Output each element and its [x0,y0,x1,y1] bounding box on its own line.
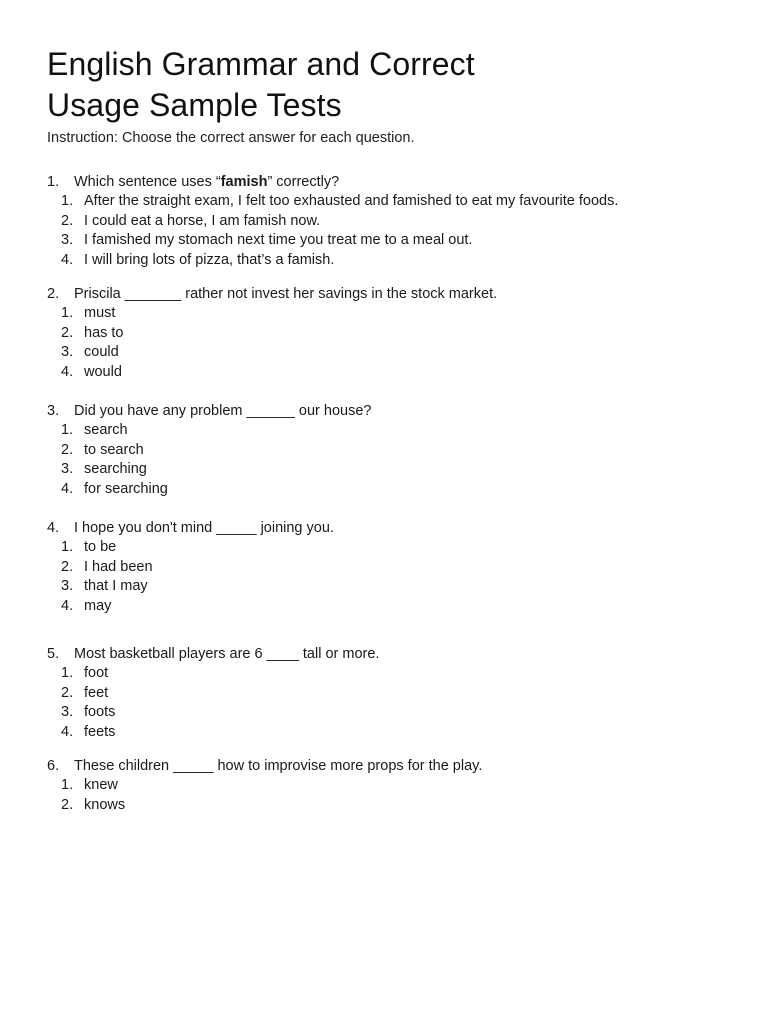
answer-option[interactable] [47,324,747,344]
question-5 [47,644,747,743]
answer-options [47,776,747,815]
answer-option[interactable] [47,480,747,500]
option-number: 1. [61,777,74,793]
option-text: After the straight exam, I felt too exhausted and famished to eat my favourite foods. [84,193,619,209]
option-number: 2. [61,558,74,575]
option-number: 1. [61,665,74,681]
option-number: 1. [61,422,74,438]
option-number: 4. [61,724,74,741]
answer-option[interactable] [47,304,747,324]
answer-option[interactable] [47,212,747,232]
answer-option[interactable] [47,421,747,441]
answer-option[interactable] [47,343,747,363]
question-text: I hope you don't mind _____ joining you. [74,520,334,536]
option-number: 3. [61,578,74,595]
question-number: 2. [47,286,60,302]
question-text: Priscila _______ rather not invest her savings in the stock market. [74,286,498,302]
option-text: foot [84,665,109,681]
option-text: knows [84,796,126,813]
answer-option[interactable] [47,577,747,597]
answer-option[interactable] [47,684,747,704]
question-stem [47,518,747,538]
option-number: 2. [61,212,74,229]
answer-option[interactable] [47,597,747,617]
question-number: 3. [47,403,60,419]
option-number: 3. [61,344,74,361]
option-number: 3. [61,461,74,478]
answer-option[interactable] [47,192,747,212]
option-text: I will bring lots of pizza, that’s a famish. [84,252,335,269]
question-text: Most basketball players are 6 ____ tall or more. [74,646,380,662]
option-text: searching [84,461,147,478]
option-number: 4. [61,252,74,269]
option-number: 2. [61,441,74,458]
answer-option[interactable] [47,796,747,816]
instruction-text: Instruction: Choose the correct answer for each question. [47,130,415,146]
option-number: 4. [61,481,74,498]
answer-options [47,192,747,271]
option-number: 1. [61,539,74,555]
title-line-1: English Grammar and Correct [47,46,475,82]
question-number: 1. [47,174,60,190]
document-title [47,44,475,126]
answer-option[interactable] [47,363,747,383]
option-number: 3. [61,232,74,249]
question-stem [47,401,747,421]
option-text: I had been [84,558,153,575]
option-number: 1. [61,193,74,209]
question-number: 5. [47,646,60,662]
option-text: knew [84,777,118,793]
question-stem [47,756,747,776]
question-text [74,172,339,192]
option-text: to search [84,441,144,458]
answer-options [47,538,747,617]
answer-option[interactable] [47,231,747,251]
answer-options [47,421,747,500]
question-stem [47,284,747,304]
question-4 [47,518,747,617]
option-text: search [84,422,128,438]
option-text: feets [84,724,116,741]
question-6 [47,756,747,815]
option-text: for searching [84,481,168,498]
option-text: may [84,598,112,615]
option-text: has to [84,324,124,341]
question-number: 4. [47,520,60,536]
answer-option[interactable] [47,251,747,271]
question-1 [47,172,747,271]
question-text-after: ” correctly? [267,174,340,190]
answer-options [47,304,747,383]
answer-option[interactable] [47,538,747,558]
option-text: that I may [84,578,148,595]
option-number: 2. [61,796,74,813]
answer-options [47,664,747,743]
question-number: 6. [47,758,60,774]
question-stem [47,644,747,664]
answer-option[interactable] [47,776,747,796]
question-text-before: Which sentence uses “ [74,174,221,190]
title-line-2: Usage Sample Tests [47,87,342,123]
option-number: 4. [61,598,74,615]
question-text: Did you have any problem ______ our house? [74,403,372,419]
answer-option[interactable] [47,558,747,578]
option-text: foots [84,704,116,721]
option-number: 2. [61,324,74,341]
answer-option[interactable] [47,664,747,684]
answer-option[interactable] [47,441,747,461]
option-text: I famished my stomach next time you treat me to a meal out. [84,232,473,249]
question-stem [47,172,747,192]
question-2 [47,284,747,383]
option-text: I could eat a horse, I am famish now. [84,212,321,229]
option-text: feet [84,684,109,701]
question-3 [47,401,747,500]
option-text: could [84,344,119,361]
answer-option[interactable] [47,723,747,743]
option-number: 3. [61,704,74,721]
answer-option[interactable] [47,703,747,723]
answer-option[interactable] [47,460,747,480]
option-number: 4. [61,364,74,381]
option-text: would [84,364,122,381]
option-number: 2. [61,684,74,701]
option-text: must [84,305,116,321]
option-text: to be [84,539,117,555]
question-keyword: famish [220,174,268,190]
option-number: 1. [61,305,74,321]
question-text: These children _____ how to improvise more props for the play. [74,758,483,774]
